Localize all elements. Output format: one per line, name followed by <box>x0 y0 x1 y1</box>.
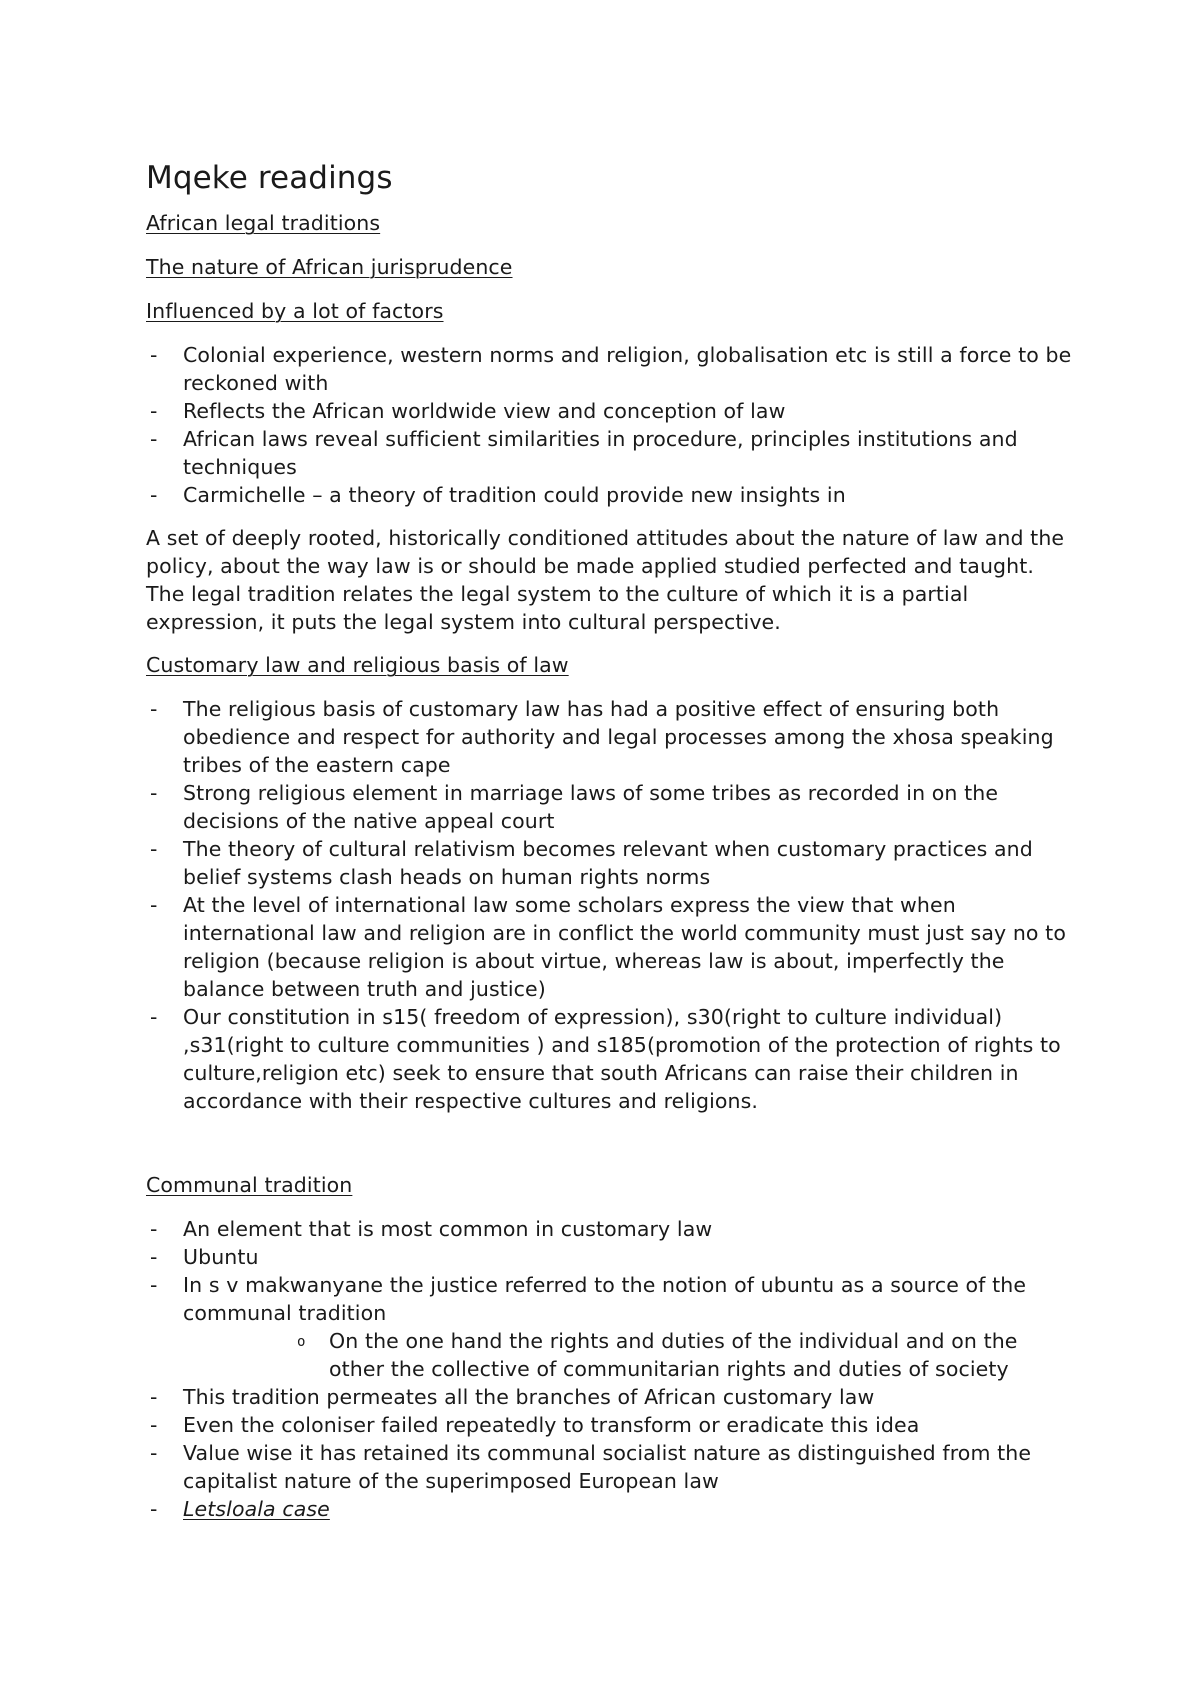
heading-customary-law-religious-basis: Customary law and religious basis of law <box>146 653 569 677</box>
list-item: - Even the coloniser failed repeatedly to transform or eradicate this idea <box>146 1411 1076 1439</box>
heading-african-legal-traditions: African legal traditions <box>146 211 381 235</box>
document-title: Mqeke readings <box>146 160 393 196</box>
list-item: - An element that is most common in customary law <box>146 1215 1076 1243</box>
list-item: - Carmichelle – a theory of tradition could provide new insights in <box>146 481 1076 509</box>
list-item: - Our constitution in s15( freedom of expression), s30(right to culture individual) ,s31(right to culture communities ) and s185(promotion of the protection of rights to culture,religion etc) seek to ensure that south Africans can raise their children in accordance with their respective cultures and religions. <box>146 1003 1076 1115</box>
list-item: - At the level of international law some scholars express the view that when international law and religion are in conflict the world community must just say no to religion (because religion is about virtue, whereas law is about, imperfectly the balance between truth and justice) <box>146 891 1076 1003</box>
list-item-text: In s v makwanyane the justice referred to the notion of ubuntu as a source of the communal tradition <box>183 1273 1027 1325</box>
list-item: - Colonial experience, western norms and religion, globalisation etc is still a force to be reckoned with <box>146 341 1076 397</box>
document-body <box>146 158 1076 1523</box>
list-item: - The religious basis of customary law has had a positive effect of ensuring both obedience and respect for authority and legal processes among the xhosa speaking tribes of the eastern cape <box>146 695 1076 779</box>
list-item: - Value wise it has retained its communal socialist nature as distinguished from the capitalist nature of the superimposed European law <box>146 1439 1076 1495</box>
religious-basis-list <box>146 695 1076 1115</box>
list-item: - Strong religious element in marriage laws of some tribes as recorded in on the decisions of the native appeal court <box>146 779 1076 835</box>
list-item: - Reflects the African worldwide view and conception of law <box>146 397 1076 425</box>
list-item: - The theory of cultural relativism becomes relevant when customary practices and belief systems clash heads on human rights norms <box>146 835 1076 891</box>
heading-influenced-by-factors: Influenced by a lot of factors <box>146 299 444 323</box>
sub-list <box>183 1327 1076 1383</box>
legal-tradition-paragraph: A set of deeply rooted, historically conditioned attitudes about the nature of law and the policy, about the way law is or should be made applied studied perfected and taught. The legal tradition relates the legal system to the culture of which it is a partial expression, it puts the legal system into cultural perspective. <box>146 526 1065 634</box>
communal-tradition-list <box>146 1215 1076 1523</box>
list-item <box>146 1495 1076 1523</box>
list-item: - This tradition permeates all the branches of African customary law <box>146 1383 1076 1411</box>
heading-communal-tradition: Communal tradition <box>146 1173 353 1197</box>
list-item <box>146 1271 1076 1383</box>
sub-list-item: o On the one hand the rights and duties of the individual and on the other the collective of communitarian rights and duties of society <box>293 1327 1076 1383</box>
blank-line <box>146 1130 1076 1171</box>
letsloala-case-link[interactable]: Letsloala case <box>183 1497 330 1521</box>
heading-nature-of-african-jurisprudence: The nature of African jurisprudence <box>146 255 513 279</box>
factors-list <box>146 341 1076 509</box>
list-item: - African laws reveal sufficient similarities in procedure, principles institutions and techniques <box>146 425 1076 481</box>
list-item: - Ubuntu <box>146 1243 1076 1271</box>
